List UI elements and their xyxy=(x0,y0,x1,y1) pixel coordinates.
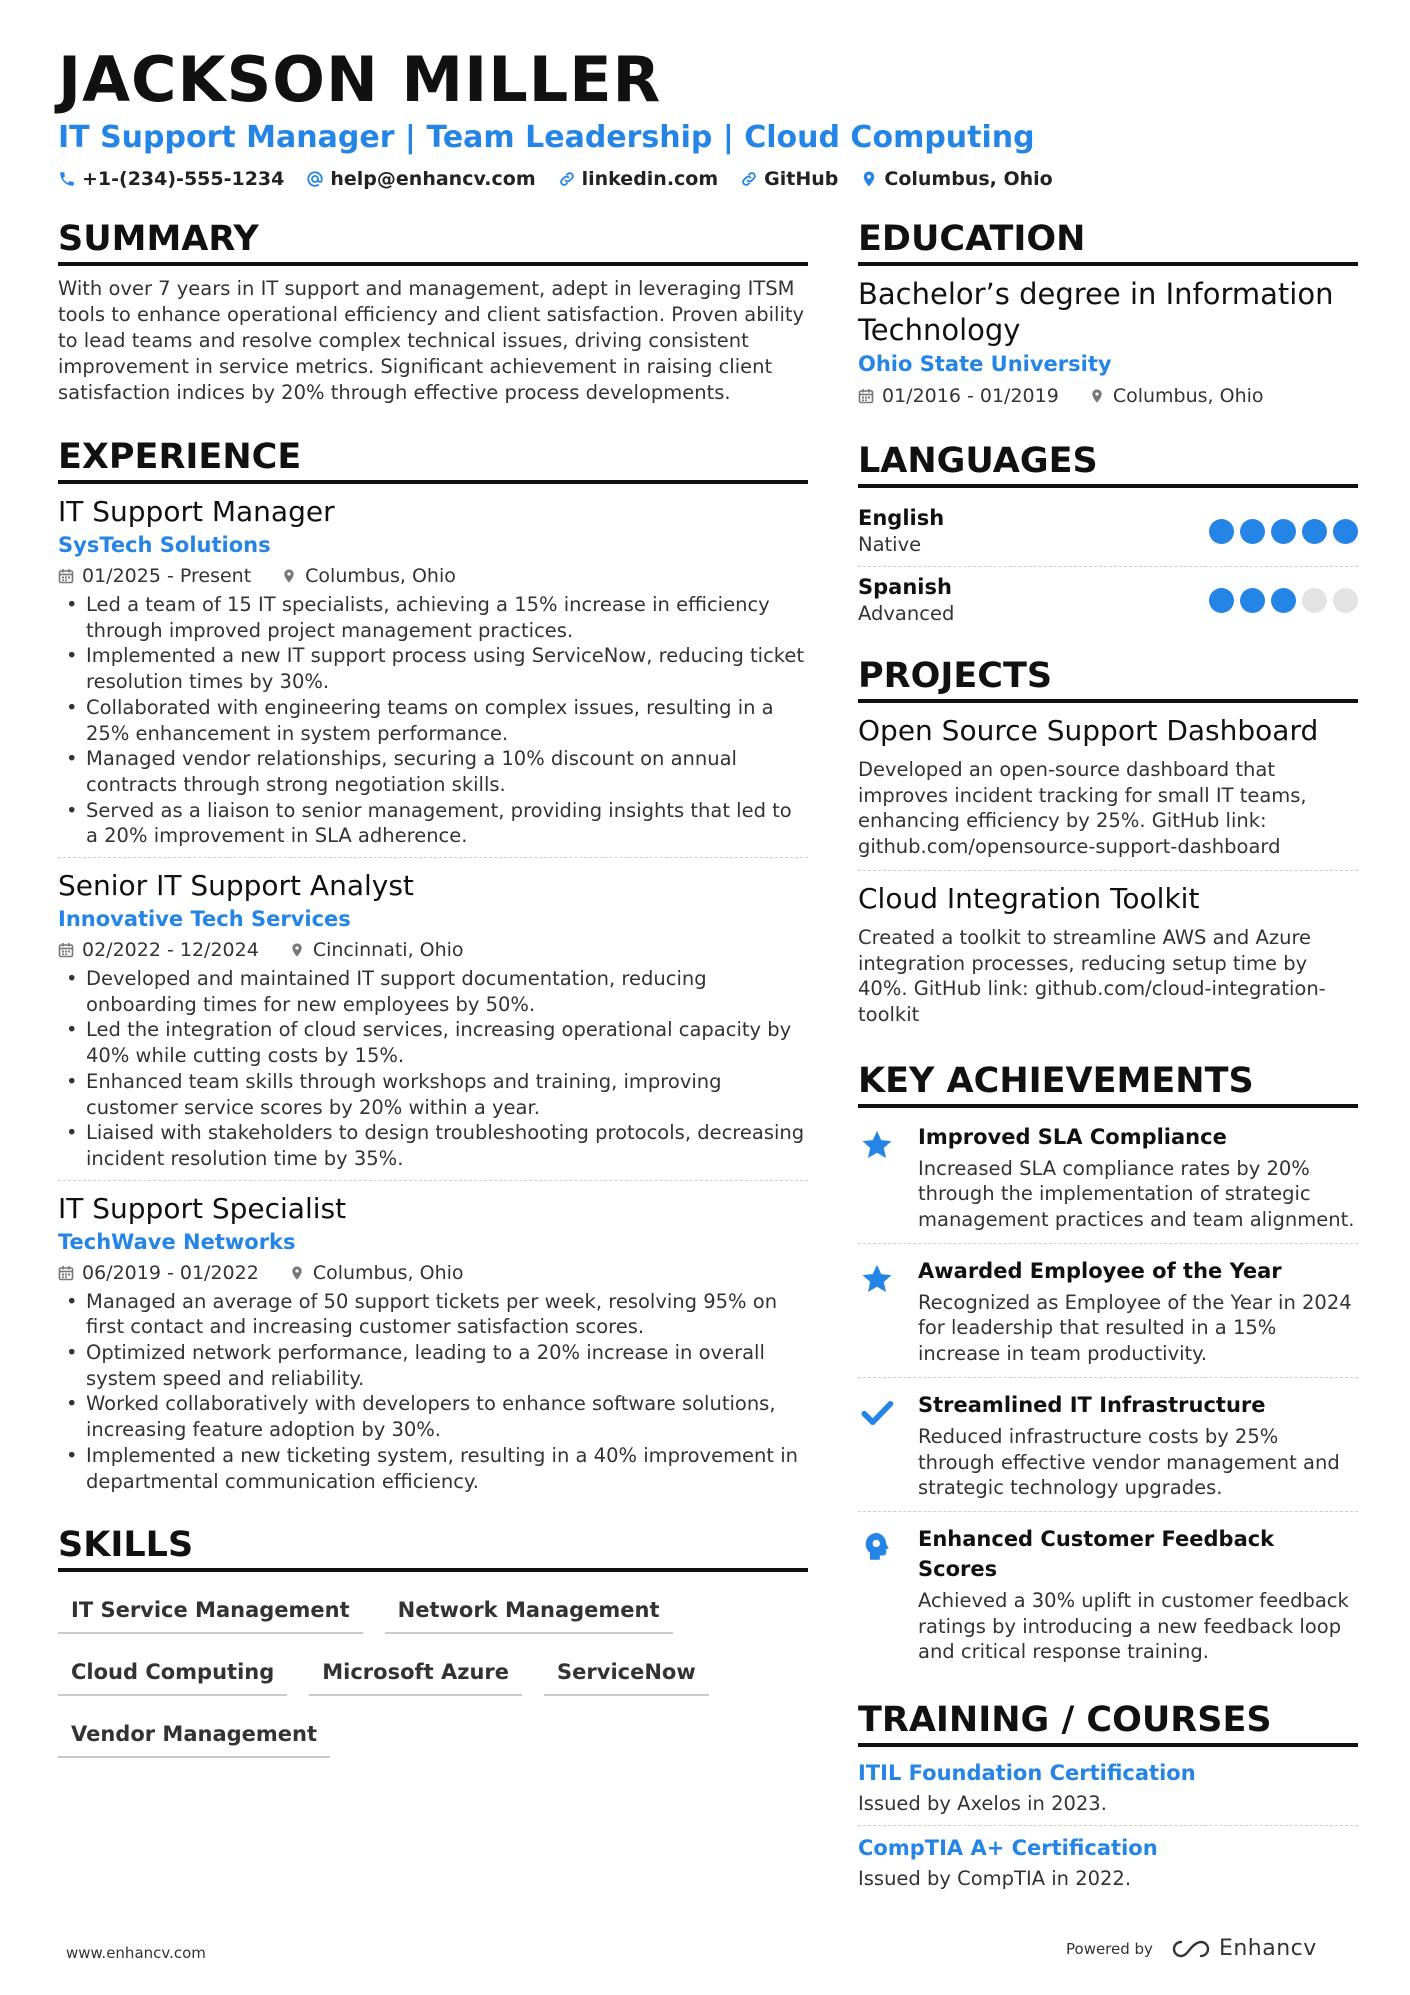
languages-heading: LANGUAGES xyxy=(858,440,1358,488)
location-pin-icon xyxy=(289,942,305,958)
job-title: IT Support Manager xyxy=(58,495,335,528)
education-dates xyxy=(858,382,1059,410)
language-item xyxy=(858,498,1358,567)
achievement-item xyxy=(858,1118,1358,1244)
enhancv-logo-icon xyxy=(1167,1938,1211,1960)
experience-heading: EXPERIENCE xyxy=(58,436,808,484)
job-location-text: Columbus, Ohio xyxy=(305,565,456,587)
job-dates xyxy=(58,562,251,590)
job-meta xyxy=(58,1259,808,1287)
contact-github-text: GitHub xyxy=(764,168,839,190)
skill-tag: Vendor Management xyxy=(58,1712,330,1758)
job-dates-text: 01/2025 - Present xyxy=(82,565,252,587)
job-company: Innovative Tech Services xyxy=(58,907,351,932)
project-title: Open Source Support Dashboard xyxy=(858,714,1319,747)
achievement-item xyxy=(858,1520,1358,1675)
project-item xyxy=(858,713,1358,871)
job-bullet: • Managed vendor relationships, securing a 10% discount on annual contracts through strong negotiation skills. xyxy=(58,746,808,797)
job-bullet: • Enhanced team skills through workshops and training, improving customer service scores by 20% within a year. xyxy=(58,1069,808,1120)
job-entry xyxy=(58,494,808,858)
contact-linkedin[interactable] xyxy=(558,168,719,190)
checkmark-icon xyxy=(858,1390,896,1501)
summary-text: With over 7 years in IT support and management, adept in leveraging ITSM tools to enhance operational efficiency and client satisfaction. Proven ability to lead teams and resolve complex technical issues, driving consistent improvement in service metrics. Significant achievement in raising client satisfaction indices by 20% through effective process developments. xyxy=(58,277,805,404)
achievement-title: Enhanced Customer Feedback Scores xyxy=(918,1526,1275,1581)
course-description: Issued by Axelos in 2023. xyxy=(858,1792,1107,1816)
project-title: Cloud Integration Toolkit xyxy=(858,881,1200,915)
training-heading: TRAINING / COURSES xyxy=(858,1699,1358,1747)
job-entry xyxy=(58,1191,808,1503)
course-title: CompTIA A+ Certification xyxy=(858,1836,1158,1861)
brand-logo[interactable] xyxy=(1167,1936,1317,1961)
rating-dot-filled xyxy=(1240,519,1265,544)
achievements-section xyxy=(858,1060,1358,1675)
education-location xyxy=(1089,382,1264,410)
calendar-icon xyxy=(858,388,874,404)
skill-tag: IT Service Management xyxy=(58,1588,363,1634)
job-bullets xyxy=(58,592,808,849)
calendar-icon xyxy=(58,1265,74,1281)
skill-tag: Microsoft Azure xyxy=(309,1650,522,1696)
job-title: IT Support Specialist xyxy=(58,1191,347,1225)
contact-github[interactable] xyxy=(740,168,838,190)
language-name: Spanish xyxy=(858,575,952,599)
job-entry xyxy=(58,868,808,1181)
candidate-title: IT Support Manager | Team Leadership | Cloud Computing xyxy=(58,120,1035,155)
job-bullets xyxy=(58,966,808,1172)
contact-email-text: help@enhancv.com xyxy=(330,168,536,190)
course-item xyxy=(858,1832,1358,1900)
star-icon xyxy=(858,1122,896,1233)
education-dates-text: 01/2016 - 01/2019 xyxy=(882,385,1059,407)
job-bullet: • Liaised with stakeholders to design troubleshooting protocols, decreasing incident resolution time by 35%. xyxy=(58,1120,808,1171)
skills-heading: SKILLS xyxy=(58,1524,808,1572)
job-bullets xyxy=(58,1289,808,1495)
achievement-item xyxy=(858,1252,1358,1378)
job-location-text: Columbus, Ohio xyxy=(312,1261,464,1284)
achievement-item xyxy=(858,1386,1358,1512)
projects-heading: PROJECTS xyxy=(858,655,1358,703)
contact-phone-text: +1-(234)-555-1234 xyxy=(82,168,285,190)
skill-tag: ServiceNow xyxy=(544,1650,709,1696)
projects-section xyxy=(858,655,1358,1038)
course-description: Issued by CompTIA in 2022. xyxy=(858,1867,1132,1891)
job-bullet: • Optimized network performance, leading to a 20% increase in overall system speed and reliability. xyxy=(58,1340,808,1391)
education-school: Ohio State University xyxy=(858,352,1112,376)
contact-email[interactable] xyxy=(306,168,535,190)
education-location-text: Columbus, Ohio xyxy=(1112,385,1264,407)
education-meta xyxy=(858,382,1358,410)
job-bullet: • Implemented a new ticketing system, resulting in a 40% improvement in departmental communication efficiency. xyxy=(58,1443,808,1494)
rating-dot-filled xyxy=(1209,588,1234,613)
project-description: Developed an open-source dashboard that improves incident tracking for small IT teams, enhancing efficiency by 25%. GitHub link: github.com/opensource-support-dashboard xyxy=(858,758,1307,859)
job-bullet: • Implemented a new IT support process using ServiceNow, reducing ticket resolution times by 30%. xyxy=(58,643,808,694)
job-bullet: • Managed an average of 50 support tickets per week, resolving 95% on first contact and increasing customer satisfaction scores. xyxy=(58,1289,808,1340)
location-pin-icon xyxy=(281,568,297,584)
rating-dot-filled xyxy=(1271,588,1296,613)
rating-dot-empty xyxy=(1333,588,1358,613)
achievement-description: Increased SLA compliance rates by 20% through the implementation of strategic management practices and team alignment. xyxy=(918,1156,1355,1232)
achievement-description: Achieved a 30% uplift in customer feedback ratings by introducing a new feedback loop and critical response training. xyxy=(918,1588,1349,1664)
project-item xyxy=(858,881,1358,1038)
footer-website[interactable]: www.enhancv.com xyxy=(66,1944,206,1962)
job-bullet: • Led a team of 15 IT specialists, achieving a 15% increase in efficiency through improved project management practices. xyxy=(58,592,808,643)
summary-heading: SUMMARY xyxy=(58,218,808,266)
contact-bar xyxy=(58,168,1358,190)
contact-linkedin-text: linkedin.com xyxy=(581,168,719,190)
education-heading: EDUCATION xyxy=(858,218,1358,266)
right-column xyxy=(858,218,1358,1906)
skill-tag: Cloud Computing xyxy=(58,1650,287,1696)
job-title: Senior IT Support Analyst xyxy=(58,869,414,903)
experience-section xyxy=(58,436,808,1502)
job-dates xyxy=(58,1259,259,1287)
skill-tag: Network Management xyxy=(385,1588,673,1634)
at-icon xyxy=(306,170,324,188)
job-location-text: Cincinnati, Ohio xyxy=(312,939,464,962)
education-section xyxy=(858,218,1358,410)
language-item xyxy=(858,567,1358,635)
calendar-icon xyxy=(58,942,74,958)
location-pin-icon xyxy=(1089,388,1105,404)
rating-dot-filled xyxy=(1302,519,1327,544)
star-icon xyxy=(858,1256,896,1367)
link-icon xyxy=(740,170,758,188)
powered-by-label: Powered by xyxy=(1066,1939,1153,1958)
achievement-title: Improved SLA Compliance xyxy=(918,1124,1227,1149)
job-bullet: • Led the integration of cloud services, increasing operational capacity by 40% while cutting costs by 15%. xyxy=(58,1017,808,1068)
job-bullet: • Developed and maintained IT support documentation, reducing onboarding times for new employees by 50%. xyxy=(58,966,808,1017)
rating-dot-filled xyxy=(1209,519,1234,544)
rating-dot-empty xyxy=(1302,588,1327,613)
achievement-description: Reduced infrastructure costs by 25% through effective vendor management and strategic technology upgrades. xyxy=(918,1424,1340,1500)
job-meta xyxy=(58,936,808,964)
language-rating xyxy=(1209,519,1358,544)
achievement-title: Awarded Employee of the Year xyxy=(918,1258,1282,1283)
phone-icon xyxy=(58,170,76,188)
contact-phone[interactable] xyxy=(58,168,284,190)
skills-list xyxy=(58,1582,808,1758)
job-location xyxy=(289,936,464,964)
achievement-description: Recognized as Employee of the Year in 2024 for leadership that resulted in a 15% increase in team productivity. xyxy=(918,1290,1352,1366)
languages-section xyxy=(858,440,1358,635)
rating-dot-filled xyxy=(1271,519,1296,544)
project-description: Created a toolkit to streamline AWS and Azure integration processes, reducing setup time by 40%. GitHub link: github.com/cloud-integration-toolkit xyxy=(858,925,1326,1026)
language-level: Advanced xyxy=(858,602,955,625)
language-rating xyxy=(1209,588,1358,613)
contact-location xyxy=(860,168,1052,190)
language-name: English xyxy=(858,506,945,530)
job-location xyxy=(289,1259,464,1287)
job-bullet: • Collaborated with engineering teams on complex issues, resulting in a 25% enhancement in system performance. xyxy=(58,695,808,746)
calendar-icon xyxy=(58,568,74,584)
job-company: SysTech Solutions xyxy=(58,533,271,557)
achievements-heading: KEY ACHIEVEMENTS xyxy=(858,1060,1358,1108)
contact-location-text: Columbus, Ohio xyxy=(884,168,1053,190)
link-icon xyxy=(558,170,576,188)
job-bullet: • Worked collaboratively with developers to enhance software solutions, increasing feature adoption by 30%. xyxy=(58,1391,808,1442)
resume-header xyxy=(58,44,1358,190)
language-level: Native xyxy=(858,533,922,556)
rating-dot-filled xyxy=(1240,588,1265,613)
training-section xyxy=(858,1699,1358,1900)
job-company: TechWave Networks xyxy=(58,1229,296,1254)
footer-branding xyxy=(1066,1936,1317,1961)
brand-name: Enhancv xyxy=(1218,1936,1317,1961)
education-degree: Bachelor’s degree in Information Technology xyxy=(858,277,1334,347)
candidate-name: JACKSON MILLER xyxy=(58,43,662,116)
left-column xyxy=(58,218,808,1758)
summary-section xyxy=(58,218,808,406)
achievement-title: Streamlined IT Infrastructure xyxy=(918,1392,1266,1417)
job-location xyxy=(281,562,456,590)
skills-section xyxy=(58,1524,808,1758)
course-title: ITIL Foundation Certification xyxy=(858,1761,1196,1786)
job-dates-text: 06/2019 - 01/2022 xyxy=(82,1261,259,1284)
rating-dot-filled xyxy=(1333,519,1358,544)
job-dates-text: 02/2022 - 12/2024 xyxy=(82,939,259,962)
job-bullet: • Served as a liaison to senior management, providing insights that led to a 20% improvement in SLA adherence. xyxy=(58,798,808,849)
course-item xyxy=(858,1757,1358,1826)
job-meta xyxy=(58,562,808,590)
job-dates xyxy=(58,936,259,964)
head-idea-icon xyxy=(858,1524,896,1665)
location-pin-icon xyxy=(860,170,878,188)
location-pin-icon xyxy=(289,1265,305,1281)
